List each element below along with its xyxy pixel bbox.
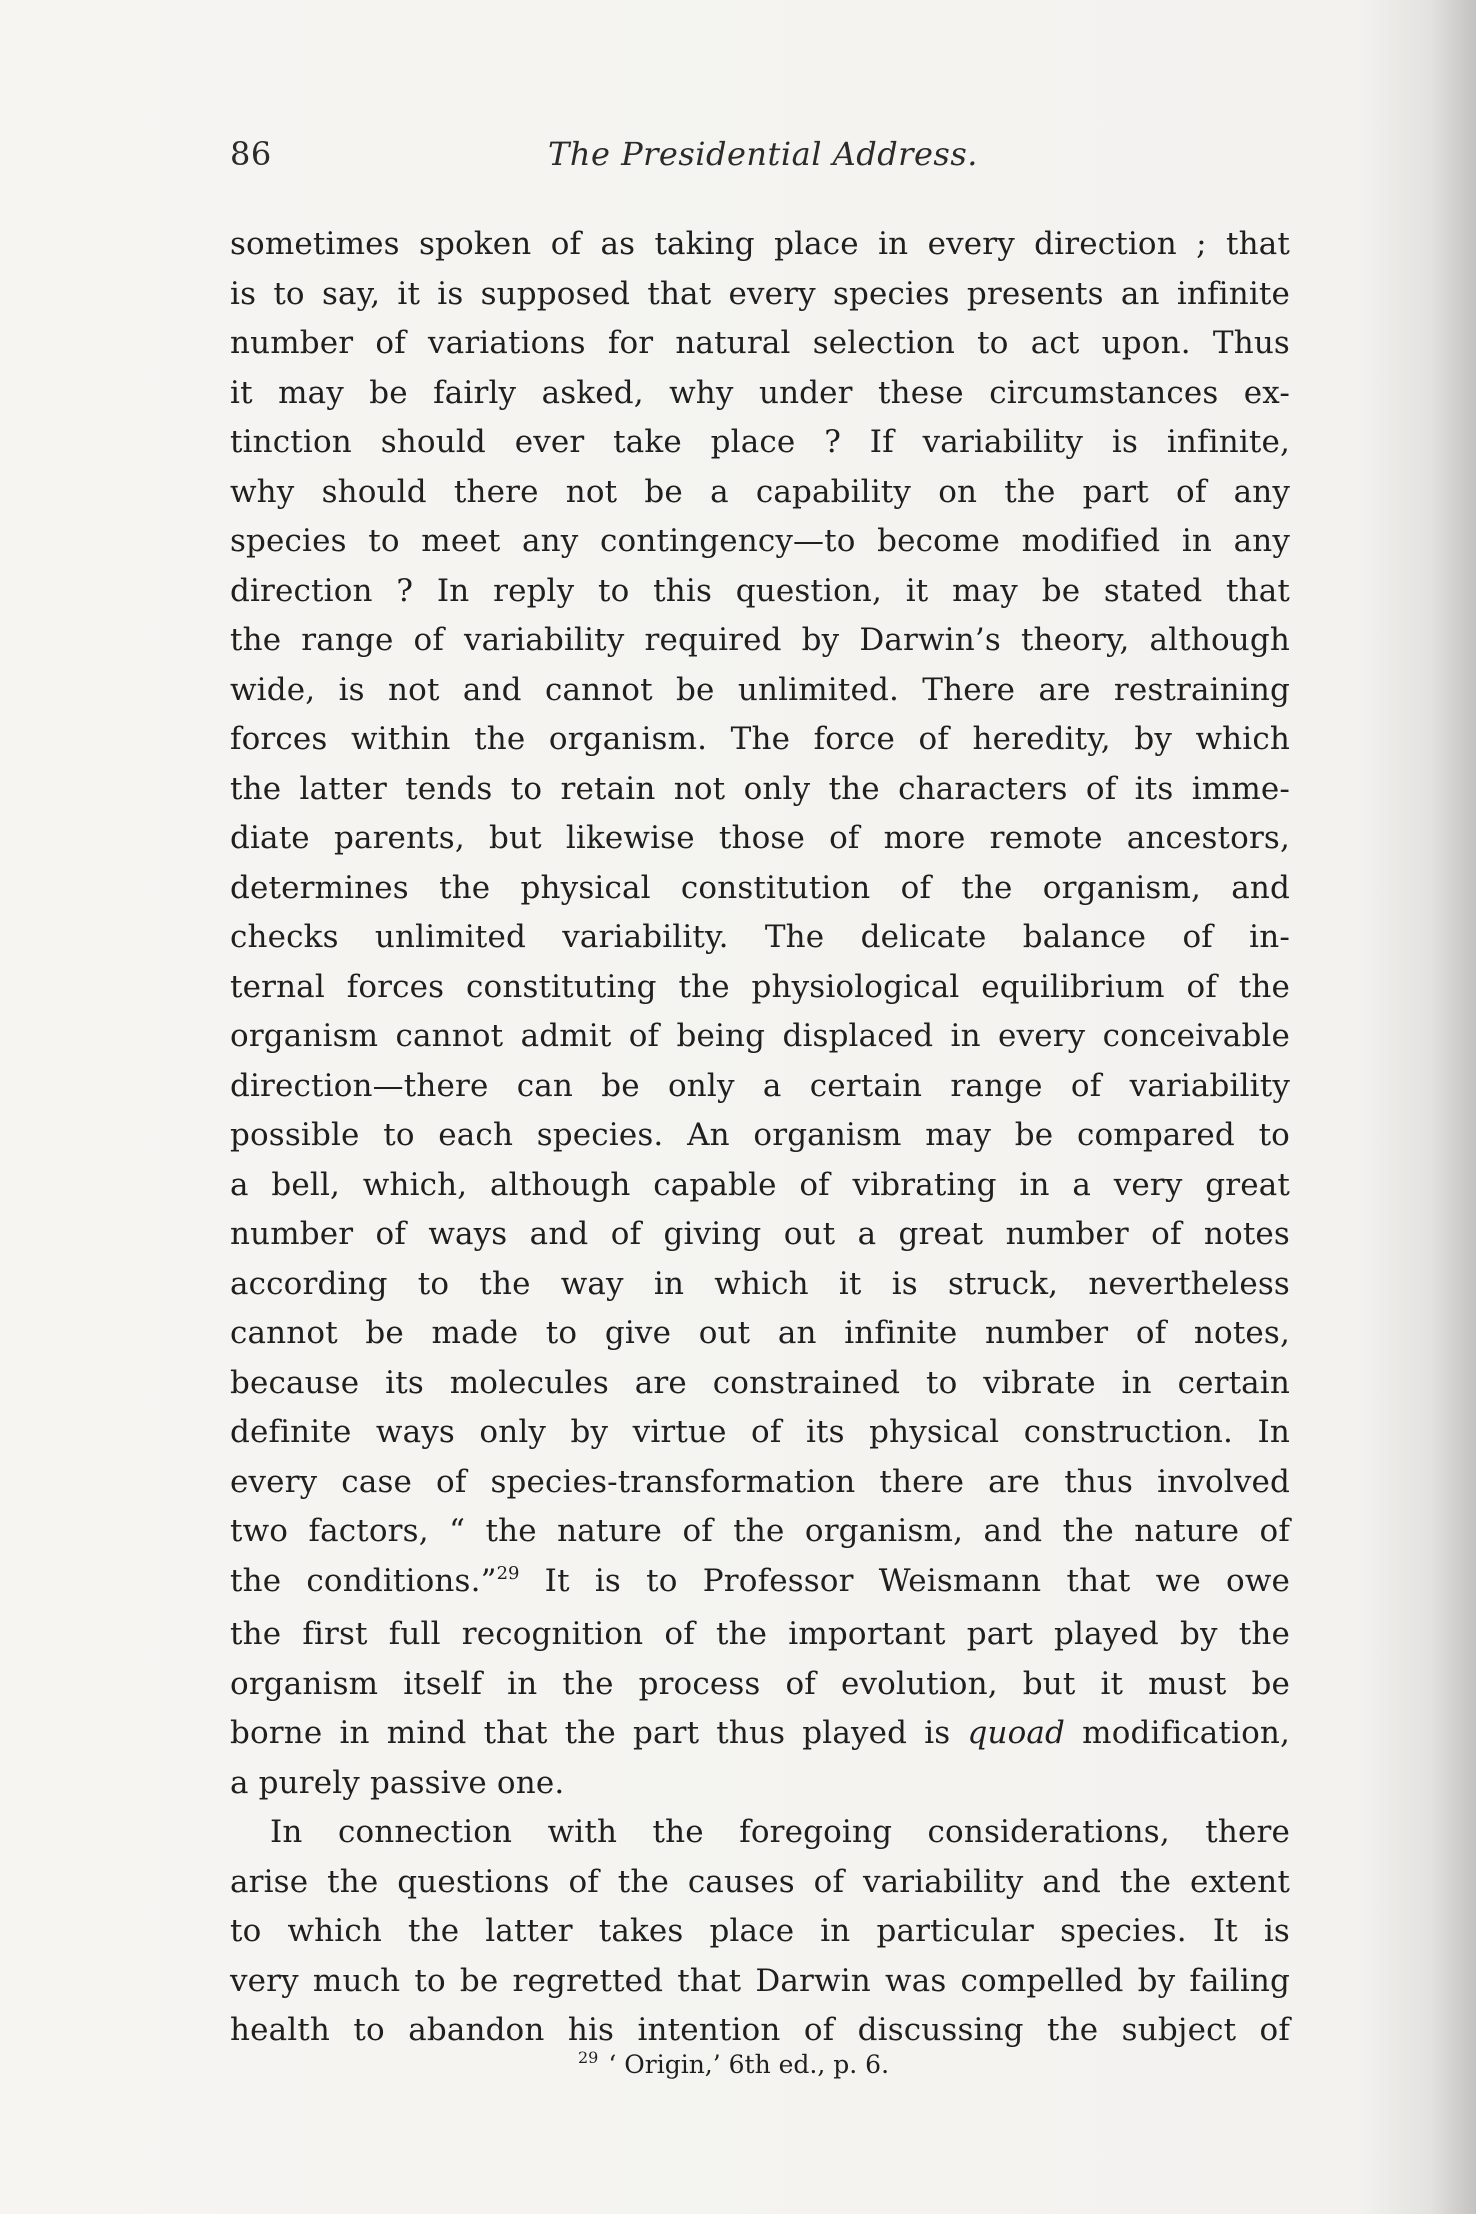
text-line: the range of variability required by Darwin’s theory, although (230, 622, 1290, 658)
text-fragment: borne in mind that the part thus played is (230, 1715, 968, 1751)
page-edge-shadow (1430, 0, 1476, 2214)
text-line: definite ways only by virtue of its physical construction. In (230, 1414, 1290, 1450)
text-line: very much to be regretted that Darwin was compelled by failing (230, 1962, 1290, 1999)
body-text (230, 220, 1290, 2056)
text-line: direction ? In reply to this question, it may be stated that (230, 572, 1290, 609)
text-line: checks unlimited variability. The delicate balance of in- (230, 919, 1290, 955)
text-line-end-paragraph: a purely passive one. (230, 1764, 565, 1801)
text-line: the first full recognition of the important part played by the (230, 1616, 1290, 1652)
text-line: tinction should ever take place ? If variability is infinite, (230, 424, 1290, 460)
footnote (578, 2050, 889, 2079)
text-line: because its molecules are constrained to vibrate in certain (230, 1364, 1290, 1401)
text-line: according to the way in which it is struck, nevertheless (230, 1265, 1290, 1302)
text-fragment: the conditions.” (230, 1562, 497, 1599)
text-line: number of ways and of giving out a great number of notes (230, 1216, 1290, 1252)
text-line: two factors, “ the nature of the organism, and the nature of (230, 1513, 1290, 1549)
text-line: sometimes spoken of as taking place in every direction ; that (230, 226, 1290, 262)
text-line: organism cannot admit of being displaced in every conceivable (230, 1018, 1290, 1054)
text-line: organism itself in the process of evolution, but it must be (230, 1665, 1290, 1702)
text-line: arise the questions of the causes of variability and the extent (230, 1863, 1290, 1900)
footnote-number: 29 (578, 2048, 599, 2067)
text-line: ternal forces constituting the physiological equilibrium of the (230, 968, 1290, 1005)
text-line: forces within the organism. The force of heredity, by which (230, 721, 1290, 757)
page-header (230, 135, 1290, 195)
text-line: is to say, it is supposed that every species presents an infinite (230, 275, 1290, 312)
text-line-with-italic (230, 1709, 1290, 1759)
text-line-paragraph-start: In connection with the foregoing considerations, there (270, 1814, 1290, 1850)
text-line: determines the physical constitution of the organism, and (230, 869, 1290, 906)
text-line: the latter tends to retain not only the characters of its imme- (230, 770, 1290, 807)
text-line: possible to each species. An organism may be compared to (230, 1117, 1290, 1153)
text-line: number of variations for natural selection to act upon. Thus (230, 325, 1290, 361)
text-line: health to abandon his intention of discussing the subject of (230, 2012, 1290, 2048)
text-line: why should there not be a capability on the part of any (230, 473, 1290, 510)
text-fragment: It is to Professor Weismann that we owe (519, 1562, 1290, 1599)
text-line: direction—there can be only a certain range of variability (230, 1067, 1290, 1104)
footnote-text: ‘ Origin,’ 6th ed., p. 6. (608, 2050, 890, 2079)
text-line: a bell, which, although capable of vibrating in a very great (230, 1166, 1290, 1203)
text-line: it may be fairly asked, why under these circumstances ex- (230, 374, 1290, 411)
text-line: diate parents, but likewise those of more remote ancestors, (230, 820, 1290, 856)
text-fragment: modification, (1065, 1715, 1291, 1751)
footnote-reference: 29 (496, 1562, 520, 1584)
text-line-with-footnote-ref (230, 1557, 1290, 1611)
running-head: The Presidential Address. (548, 135, 978, 173)
text-line: every case of species-transformation there are thus involved (230, 1463, 1290, 1500)
page-number: 86 (230, 135, 272, 173)
italic-term: quoad (967, 1715, 1066, 1751)
text-line: species to meet any contingency—to become modified in any (230, 523, 1290, 559)
text-line: to which the latter takes place in particular species. It is (230, 1913, 1290, 1949)
text-line: wide, is not and cannot be unlimited. There are restraining (230, 671, 1290, 708)
text-line: cannot be made to give out an infinite number of notes, (230, 1315, 1290, 1351)
